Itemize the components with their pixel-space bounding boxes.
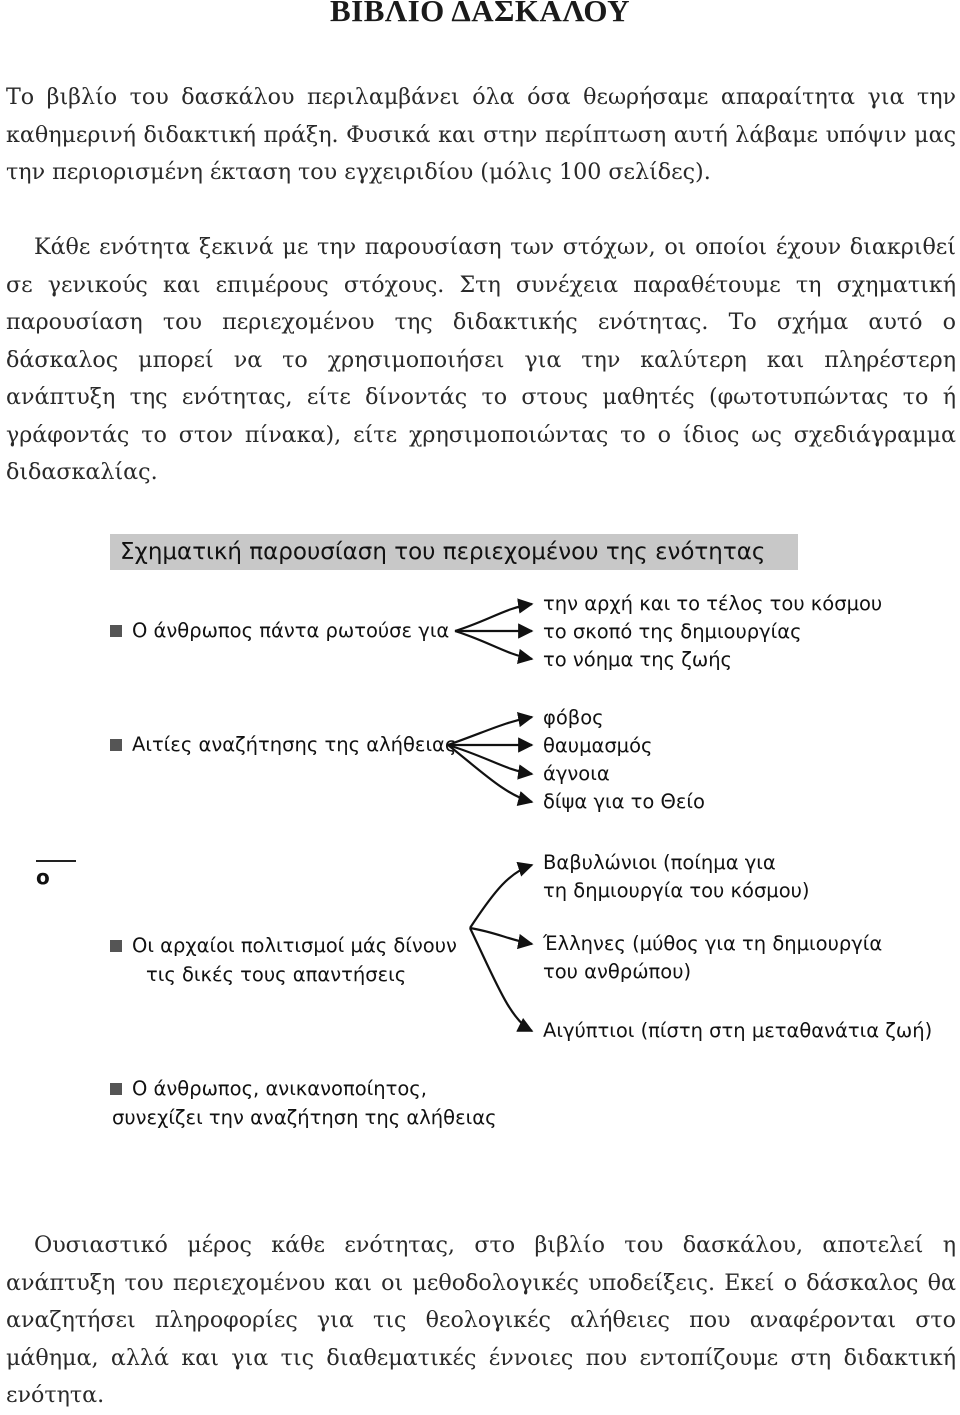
- branch-text: Βαβυλώνιοι (ποίημα για: [543, 851, 776, 874]
- arrow-g2-b1: [448, 717, 532, 745]
- bullet-square-icon: [110, 940, 122, 952]
- intro-paragraph: [6, 79, 956, 192]
- side-mark: ο: [36, 865, 50, 889]
- branch-text: τη δημιουργία του κόσμου): [543, 879, 810, 902]
- bullet-square-icon: [110, 625, 122, 637]
- arrow-g1-b1: [455, 604, 532, 631]
- branch-text: θαυμασμός: [543, 734, 653, 757]
- arrow-g3-b2: [470, 928, 532, 944]
- sections-paragraph-text: Κάθε ενότητα ξεκινά με την παρουσίαση των στόχων, οι οποίοι έχουν διακριθεί σε γενικούς και επιμέρους στόχους. Στη συνέχεια παραθέτουμε τη σχηματική παρουσίαση του περιεχομένου της διδακτικής ενότητας. Το σχήμα αυτό ο δάσκαλος μπορεί να το χρησιμοποιήσει για την καλύτερη και πληρέστερη ανάπτυξη της ενότητας, είτε δίνοντάς το στους μαθητές (φωτοτυπώντας το ή γράφοντάς το στον πίνακα), είτε χρησιμοποιώντας το ο ίδιος ως σχεδιάγραμμα διδασκαλίας.: [6, 234, 956, 485]
- diagram-item-label: Ο άνθρωπος, ανικανοποίητος,: [132, 1077, 427, 1100]
- bullet-square-icon: [110, 1083, 122, 1095]
- diagram-item-label: Αιτίες αναζήτησης της αλήθειας: [132, 733, 457, 756]
- diagram-item-label: τις δικές τους απαντήσεις: [146, 963, 407, 986]
- sections-paragraph: [6, 229, 956, 492]
- branch-text: την αρχή και το τέλος του κόσμου: [543, 592, 883, 615]
- branch-text: Έλληνες (μύθος για τη δημιουργία: [543, 932, 883, 955]
- branch-text: το σκοπό της δημιουργίας: [543, 620, 802, 643]
- arrow-g2-b4: [448, 745, 532, 802]
- development-paragraph-text: Ουσιαστικό μέρος κάθε ενότητας, στο βιβλίο του δασκάλου, αποτελεί η ανάπτυξη του περιεχομένου και οι μεθοδολογικές υποδείξεις. Εκεί ο δάσκαλος θα αναζητήσει πληροφορίες για τις θεολογικές αλήθειες που αναφέρονται στο μάθημα, αλλά και για τις διαθεματικές έννοιες που εντοπίζουμε στη διδακτική ενότητα.: [6, 1232, 956, 1408]
- arrow-g3-b3: [470, 928, 532, 1031]
- diagram-item-label: συνεχίζει την αναζήτηση της αλήθειας: [112, 1106, 497, 1129]
- diagram-item-label: Ο άνθρωπος πάντα ρωτούσε για: [132, 619, 450, 642]
- content-diagram: [0, 520, 960, 1160]
- branch-text: φόβος: [543, 706, 604, 729]
- arrow-g1-b3: [455, 631, 532, 659]
- branch-text: άγνοια: [543, 762, 610, 785]
- branch-text: του ανθρώπου): [543, 960, 692, 983]
- branch-text: το νόημα της ζωής: [543, 648, 732, 671]
- branch-text: Αιγύπτιοι (πίστη στη μεταθανάτια ζωή): [543, 1019, 933, 1042]
- diagram-title: Σχηματική παρουσίαση του περιεχομένου της ενότητας: [120, 539, 766, 565]
- intro-paragraph-text: Το βιβλίο του δασκάλου περιλαμβάνει όλα όσα θεωρήσαμε απαραίτητα για την καθημερινή διδακτική πράξη. Φυσικά και στην περίπτωση αυτή λάβαμε υπόψιν μας την περιορισμένη έκταση του εγχειριδίου (μόλις 100 σελίδες).: [6, 84, 956, 185]
- arrow-g2-b3: [448, 745, 532, 774]
- side-rule: [36, 860, 76, 862]
- page-title: ΒΙΒΛΙΟ ΔΑΣΚΑΛΟΥ: [329, 0, 631, 28]
- branch-text: δίψα για το Θείο: [543, 790, 705, 813]
- bullet-square-icon: [110, 739, 122, 751]
- diagram-item-label: Οι αρχαίοι πολιτισμοί μάς δίνουν: [132, 934, 457, 957]
- development-paragraph: [6, 1227, 956, 1415]
- arrow-g3-b1: [470, 865, 532, 928]
